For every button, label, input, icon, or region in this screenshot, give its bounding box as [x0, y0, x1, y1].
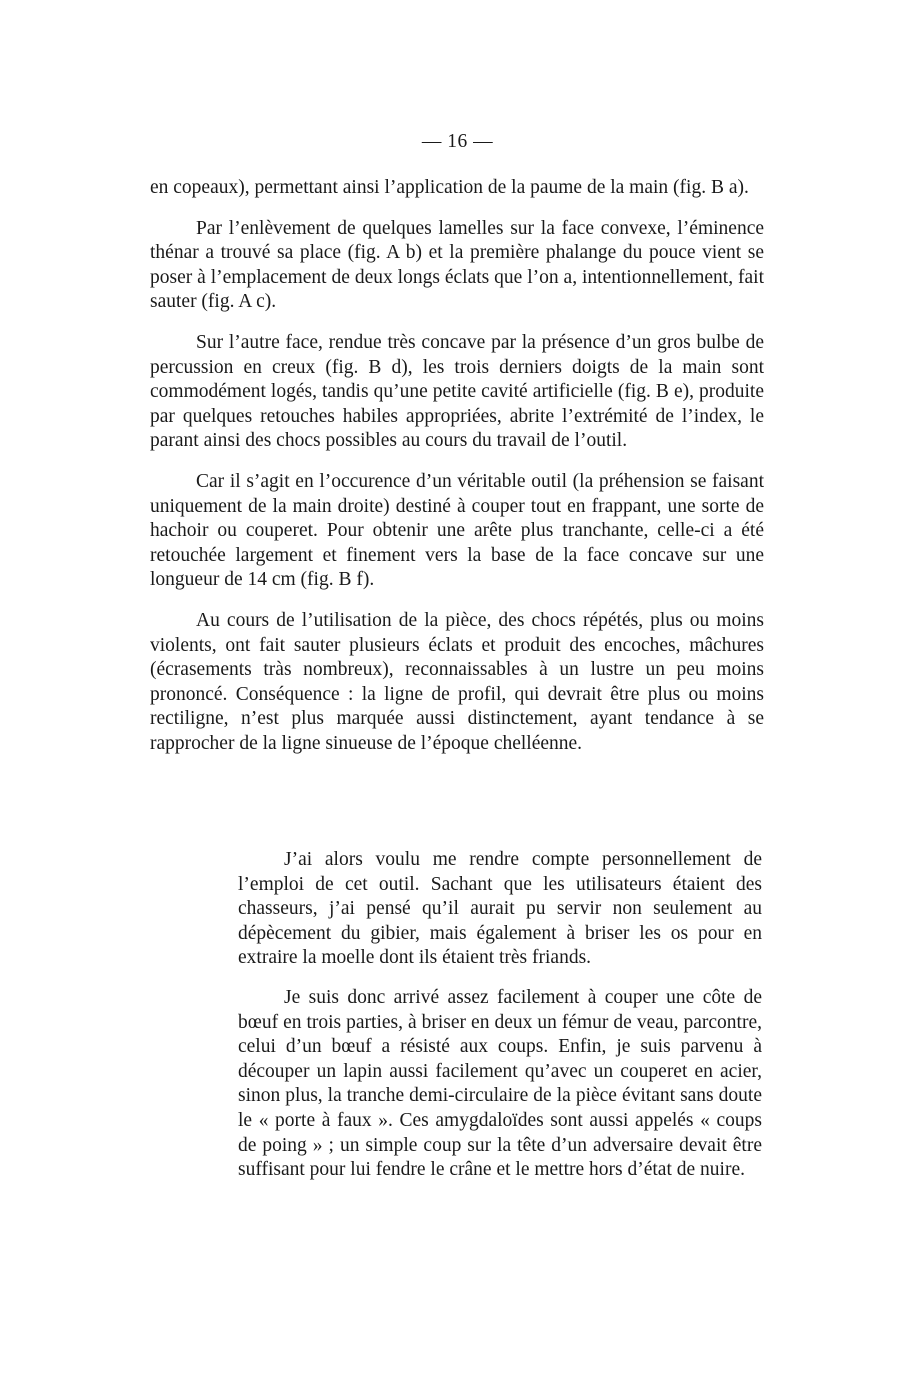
- indented-quote-block: [238, 848, 762, 1198]
- page-number: — 16 —: [421, 131, 494, 152]
- paragraph: Par l’enlèvement de quelques lamelles sur la face convexe, l’éminence thénar a trouvé sa place (fig. A b) et la première phalange du pouce vient se poser à l’emplacement de deux longs éclats que l’on a, intentionnellement, fait sauter (fig. A c).: [150, 217, 764, 313]
- paragraph: Au cours de l’utilisation de la pièce, des chocs répétés, plus ou moins violents, ont fait sauter plusieurs éclats et produit des encoches, mâchures (écrasements tràs nombreux), reconnaissables à un lustre un peu moins prononcé. Conséquence : la ligne de profil, qui devrait être plus ou moins rectiligne, n’est plus marquée aussi distinctement, ayant tendance à se rapprocher de la ligne sinueuse de l’époque chelléenne.: [150, 609, 764, 754]
- quote-paragraph: Je suis donc arrivé assez facilement à couper une côte de bœuf en trois parties, à briser en deux un fémur de veau, parcontre, celui d’un bœuf a résisté aux coups. Enfin, je suis parvenu à découper un lapin aussi facilement qu’avec un couperet en acier, sinon plus, la tranche demi-circulaire de la pièce évitant sans doute le « porte à faux ». Ces amygdaloïdes sont aussi appelés « coups de poing » ; un simple coup sur la tête d’un adversaire devait être suffisant pour lui fendre le crâne et le mettre hors d’état de nuire.: [238, 986, 762, 1181]
- body-text: [150, 176, 764, 772]
- quote-paragraph: J’ai alors voulu me rendre compte personnellement de l’emploi de cet outil. Sachant que les utilisateurs étaient des chasseurs, j’ai pensé qu’il aurait pu servir non seulement au dépècement du gibier, mais également à briser les os pour en extraire la moelle dont ils étaient très friands.: [238, 849, 762, 969]
- paragraph: Sur l’autre face, rendue très concave par la présence d’un gros bulbe de percussion en creux (fig. B d), les trois derniers doigts de la main sont commodément logés, tandis qu’une petite cavité artificielle (fig. B e), produite par quelques retouches habiles appropriées, abrite l’extrémité de l’index, le parant ainsi des chocs possibles au cours du travail de l’outil.: [150, 331, 764, 452]
- paragraph-continuation: en copeaux), permettant ainsi l’application de la paume de la main (fig. B a).: [150, 177, 749, 198]
- paragraph: Car il s’agit en l’occurence d’un véritable outil (la préhension se faisant uniquement de la main droite) destiné à couper tout en frappant, une sorte de hachoir ou couperet. Pour obtenir une arête plus tranchante, celle-ci a été retouchée largement et finement vers la base de la face concave sur une longueur de 14 cm (fig. B f).: [150, 470, 764, 591]
